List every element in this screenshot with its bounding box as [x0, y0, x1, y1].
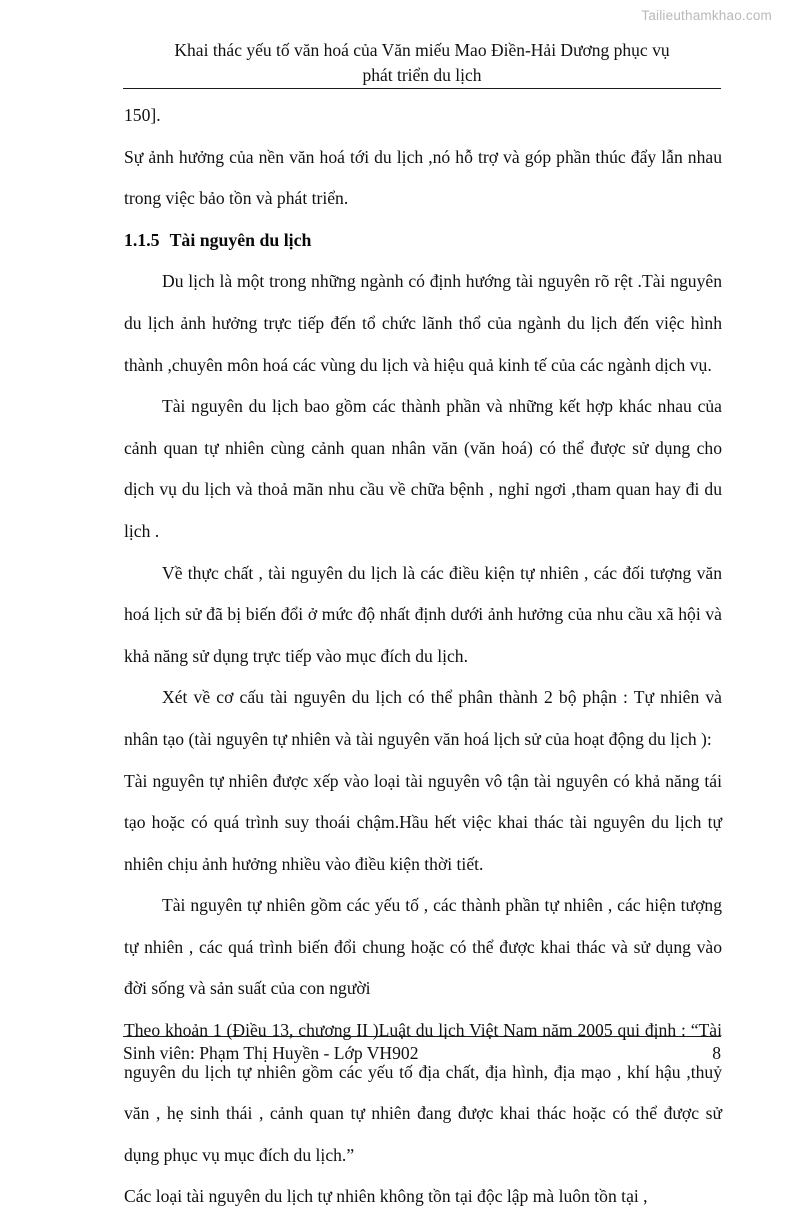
running-header-line-1: Khai thác yếu tố văn hoá của Văn miếu Mao Điền-Hải Dương phục vụ: [174, 40, 670, 60]
running-header-line-2: phát triển du lịch: [362, 65, 482, 85]
section-heading: [124, 220, 722, 262]
header-divider-rule: [123, 88, 721, 89]
body-paragraph: Du lịch là một trong những ngành có định hướng tài nguyên rõ rệt .Tài nguyên du lịch ảnh hưởng trực tiếp đến tổ chức lãnh thổ của ngành du lịch đến việc hình thành ,chuyên môn hoá các vùng du lịch và hiệu quả kinh tế của các ngành dịch vụ.: [124, 271, 722, 375]
body-paragraph: Tài nguyên du lịch bao gồm các thành phần và những kết hợp khác nhau của cảnh quan tự nhiên cùng cảnh quan nhân văn (văn hoá) có thể được sử dụng cho dịch vụ du lịch và thoả mãn nhu cầu về chữa bệnh , nghỉ ngơi ,tham quan hay đi du lịch .: [124, 396, 722, 541]
footer-page-number: 8: [712, 1043, 721, 1063]
watermark-text: Tailieuthamkhao.com: [641, 8, 772, 23]
body-paragraph: Các loại tài nguyên du lịch tự nhiên không tồn tại độc lập mà luôn tồn tại ,: [124, 1186, 648, 1207]
running-header: [123, 38, 721, 88]
body-paragraph: Xét về cơ cấu tài nguyên du lịch có thể phân thành 2 bộ phận : Tự nhiên và nhân tạo (tài nguyên tự nhiên và tài nguyên văn hoá lịch sử của hoạt động du lịch ):: [124, 687, 722, 749]
footer-divider-rule: [123, 1036, 721, 1037]
body-paragraph: Tài nguyên tự nhiên được xếp vào loại tài nguyên vô tận tài nguyên có khả năng tái tạo hoặc có quá trình suy thoái chậm.Hầu hết việc khai thác tài nguyên du lịch tự nhiên chịu ảnh hưởng nhiều vào điều kiện thời tiết.: [124, 770, 722, 874]
footer-student-info: Sinh viên: Phạm Thị Huyền - Lớp VH902: [123, 1043, 419, 1063]
page-footer: [123, 1043, 721, 1064]
body-paragraph: 150].: [124, 105, 161, 125]
body-paragraph: Theo khoản 1 (Điều 13, chương II )Luật du lịch Việt Nam năm 2005 qui định : “Tài nguyên du lịch tự nhiên gồm các yếu tố địa chất, địa hình, địa mạo , khí hậu ,thuỷ văn , hẹ sinh thái , cảnh quan tự nhiên đang được khai thác hoặc có thể được sử dụng phục vụ mục đích du lịch.”: [124, 1020, 722, 1165]
body-paragraph: Sự ảnh hưởng của nền văn hoá tới du lịch ,nó hỗ trợ và góp phần thúc đẩy lẫn nhau trong việc bảo tồn và phát triển.: [124, 146, 722, 209]
body-paragraph: Về thực chất , tài nguyên du lịch là các điều kiện tự nhiên , các đối tượng văn hoá lịch sử đã bị biến đổi ở mức độ nhất định dưới ảnh hưởng của nhu cầu xã hội và khả năng sử dụng trực tiếp vào mục đích du lịch.: [124, 562, 722, 666]
section-heading-number: 1.1.5: [124, 229, 160, 250]
section-heading-title: Tài nguyên du lịch: [169, 229, 312, 250]
body-paragraph: Tài nguyên tự nhiên gồm các yếu tố , các thành phần tự nhiên , các hiện tượng tự nhiên , các quá trình biến đổi chung hoặc có thể được khai thác và sử dụng vào đời sống và sản suất của con người: [124, 895, 722, 999]
